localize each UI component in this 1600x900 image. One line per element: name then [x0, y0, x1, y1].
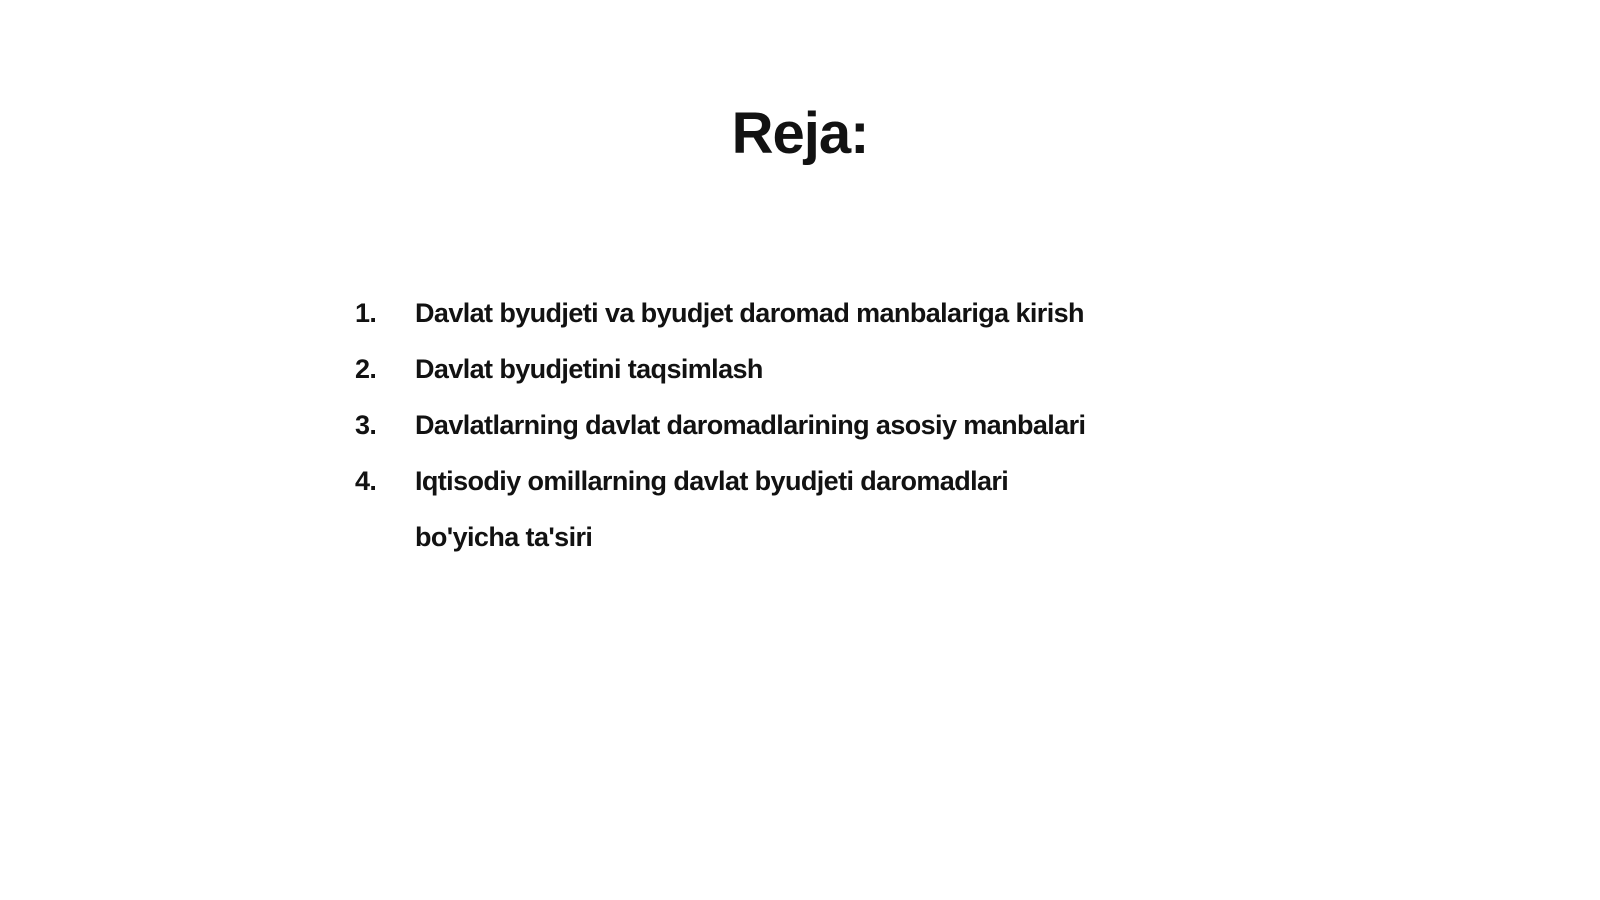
agenda-item-text: Davlat byudjeti va byudjet daromad manbalariga kirish — [415, 298, 1084, 328]
agenda-item — [355, 285, 1175, 341]
agenda-item-text: Davlat byudjetini taqsimlash — [415, 354, 763, 384]
agenda-item — [355, 397, 1175, 453]
agenda-item-text: Davlatlarning davlat daromadlarining asosiy manbalari — [415, 410, 1086, 440]
agenda-list — [355, 285, 1175, 565]
agenda-item-text: Iqtisodiy omillarning davlat byudjeti daromadlari bo'yicha ta'siri — [415, 466, 1009, 552]
agenda-item-number: 1. — [355, 298, 377, 328]
agenda-item — [355, 453, 1175, 565]
agenda-item-number: 2. — [355, 354, 377, 384]
slide-title: Reja: — [731, 101, 869, 166]
agenda-item-number: 3. — [355, 410, 377, 440]
agenda-item — [355, 341, 1175, 397]
agenda-item-number: 4. — [355, 466, 377, 496]
